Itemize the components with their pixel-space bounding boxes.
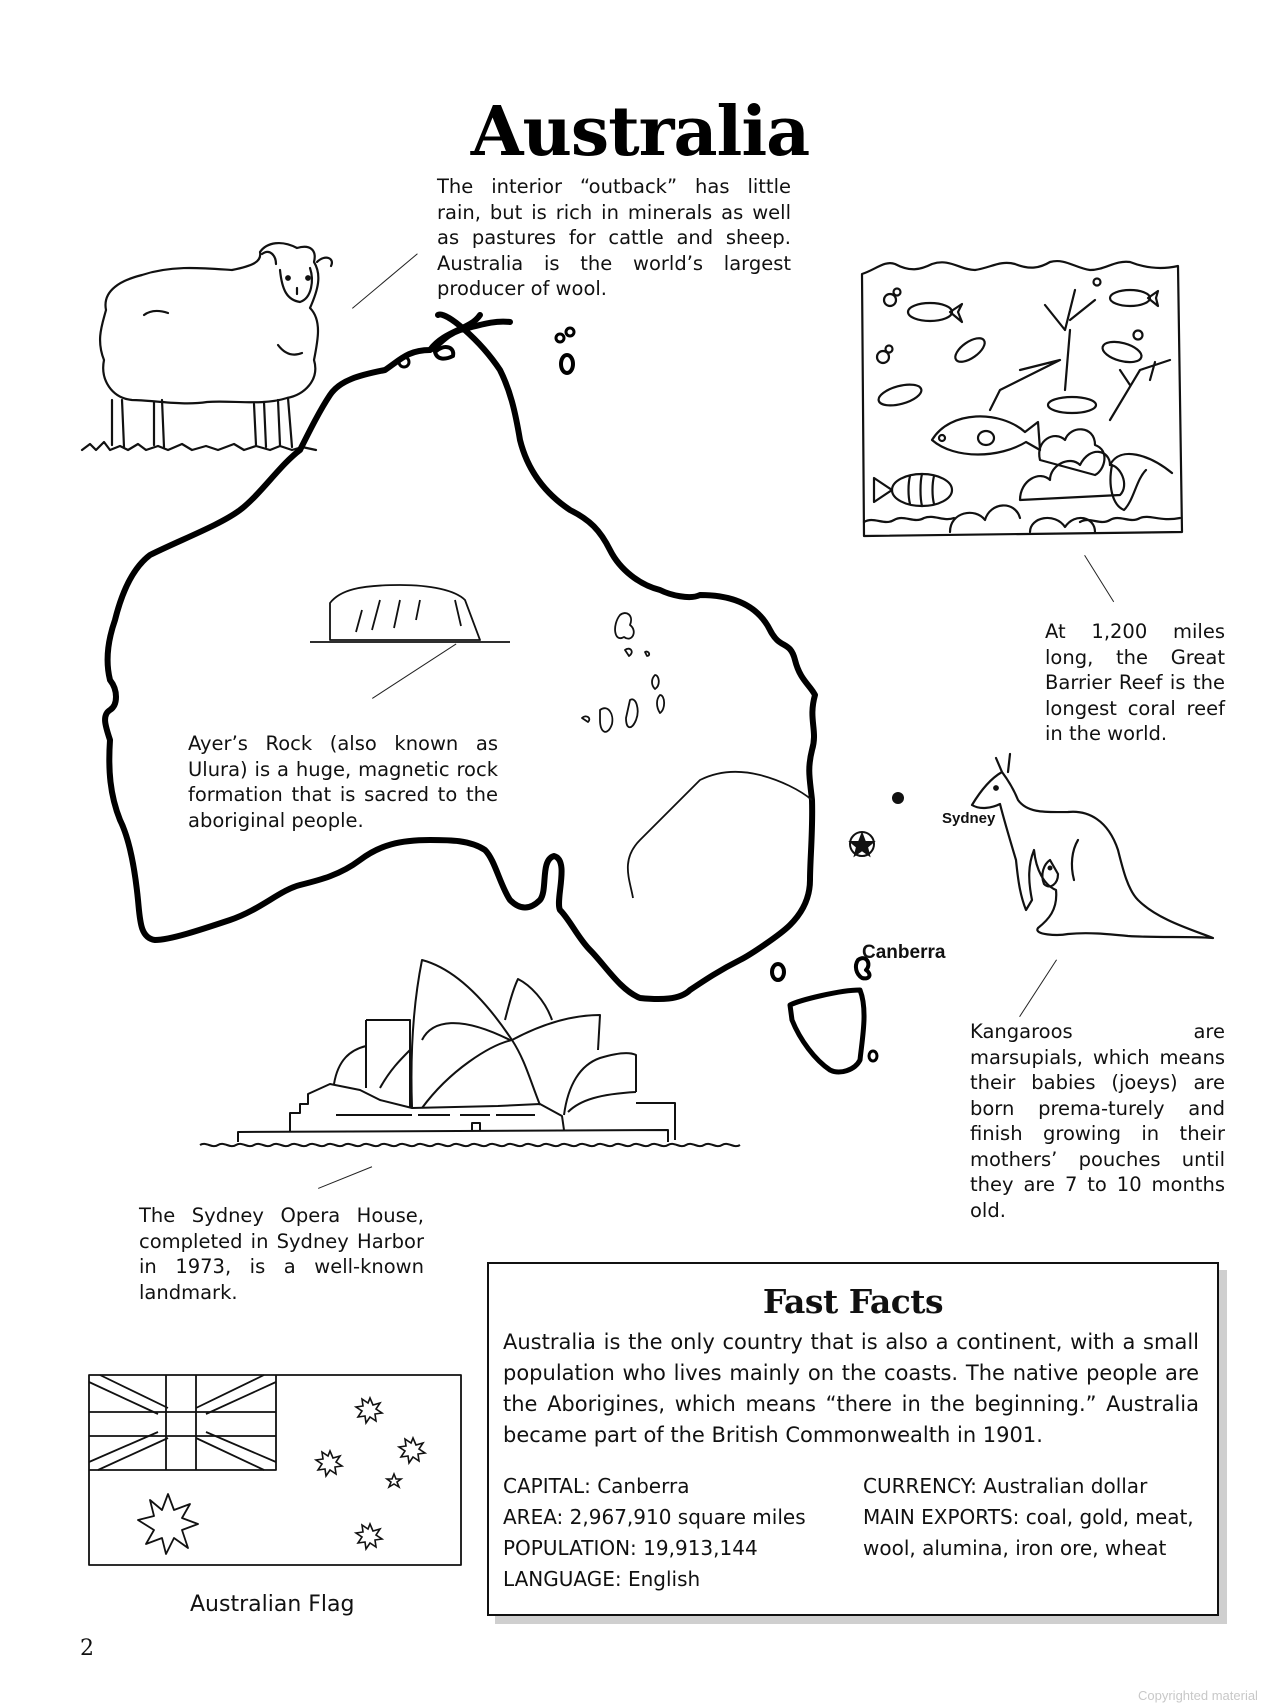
fact-key: CAPITAL:	[503, 1474, 591, 1498]
copyright-watermark: Copyrighted material	[1138, 1688, 1258, 1703]
outback-caption: The interior “outback” has little rain, but is rich in minerals as well as pastures for cattle and sheep. Australia is the world’s largest producer of wool.	[437, 175, 791, 300]
leader-line	[318, 1166, 372, 1189]
fact-value: 2,967,910 square miles	[569, 1505, 806, 1529]
fast-facts-list	[503, 1471, 1199, 1595]
page-number: 2	[80, 1636, 94, 1661]
australian-flag-illustration	[88, 1374, 463, 1566]
fact-key: LANGUAGE:	[503, 1567, 622, 1591]
kangaroo-caption: Kangaroos are marsupials, which means their babies (joeys) are born prema-turely and finish growing in their mothers’ pouches until they are 7 to 10 months old.	[970, 1020, 1225, 1222]
fact-area	[503, 1502, 863, 1533]
fact-key: AREA:	[503, 1505, 564, 1529]
fact-currency	[863, 1471, 1199, 1502]
page-title: Australia	[470, 92, 810, 172]
fact-main-exports	[863, 1502, 1199, 1564]
fact-key: CURRENCY:	[863, 1474, 977, 1498]
fact-key: MAIN EXPORTS:	[863, 1505, 1020, 1529]
reef-caption: At 1,200 miles long, the Great Barrier Reef is the longest coral reef in the world.	[1045, 620, 1225, 745]
canberra-label: Canberra	[862, 942, 946, 963]
leader-line	[1084, 555, 1114, 602]
fact-value: Canberra	[597, 1474, 690, 1498]
fact-value: coal, gold, meat, wool, alumina, iron ore, wheat	[863, 1505, 1194, 1560]
kangaroo-illustration	[958, 750, 1213, 940]
sydney-marker	[892, 792, 904, 804]
fast-facts-right-column	[863, 1471, 1199, 1595]
flag-caption: Australian Flag	[190, 1592, 355, 1617]
sydney-label: Sydney	[942, 810, 996, 827]
fact-value: English	[627, 1567, 701, 1591]
fast-facts-box	[487, 1262, 1219, 1616]
fact-capital	[503, 1471, 863, 1502]
fact-population	[503, 1533, 863, 1564]
fact-value: Australian dollar	[983, 1474, 1148, 1498]
fast-facts-left-column	[503, 1471, 863, 1595]
fact-language	[503, 1564, 863, 1595]
fast-facts-title: Fast Facts	[762, 1282, 944, 1321]
fact-value: 19,913,144	[643, 1536, 758, 1560]
opera-house-caption: The Sydney Opera House, completed in Sydney Harbor in 1973, is a well-known landmark.	[139, 1204, 424, 1304]
ayers-rock-caption: Ayer’s Rock (also known as Ulura) is a huge, magnetic rock formation that is sacred to the aboriginal people.	[188, 732, 498, 832]
sydney-opera-house-illustration	[200, 960, 760, 1160]
fast-facts-body: Australia is the only country that is also a continent, with a small population who lives mainly on the coasts. The native people are the Aborigines, which means “there in the beginning.” Australia became part of the British Commonwealth in 1901.	[503, 1330, 1199, 1447]
fact-key: POPULATION:	[503, 1536, 637, 1560]
